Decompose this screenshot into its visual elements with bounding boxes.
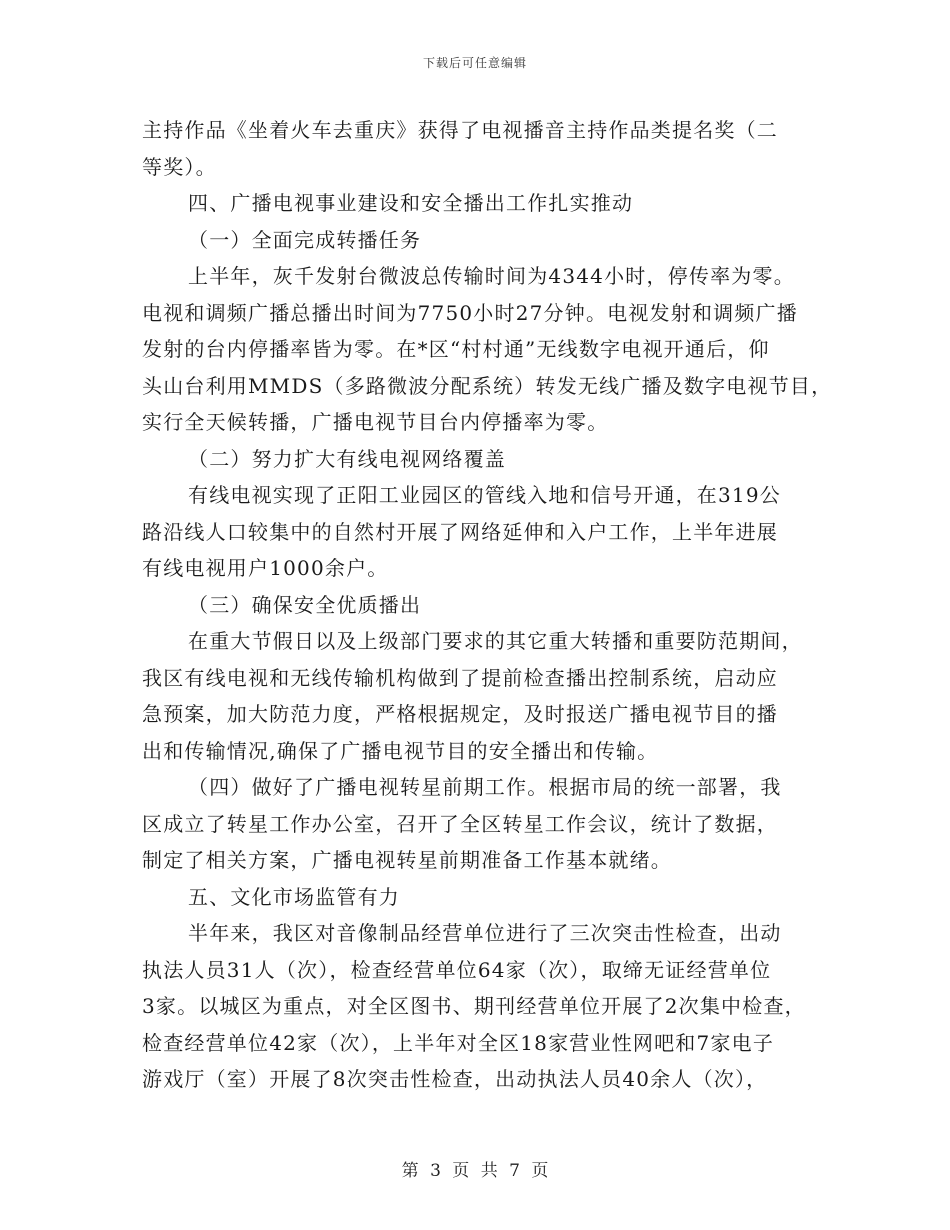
text-line: 制定了相关方案，广播电视转星前期准备工作基本就绪。 bbox=[142, 848, 672, 872]
text-line: （一）全面完成转播任务 bbox=[188, 227, 422, 252]
text-line: 五、文化市场监管有力 bbox=[188, 884, 400, 909]
text-line: 半年来，我区对音像制品经营单位进行了三次突击性检查，出动 bbox=[188, 921, 782, 945]
text-line: 发射的台内停播率皆为零。在*区“村村通”无线数字电视开通后，仰 bbox=[142, 337, 770, 361]
text-line: 四、广播电视事业建设和安全播出工作扎实推动 bbox=[188, 191, 634, 215]
text-line: （二）努力扩大有线电视网络覆盖 bbox=[188, 446, 506, 471]
text-line: 路沿线人口较集中的自然村开展了网络延伸和入户工作，上半年进展 bbox=[142, 519, 778, 544]
document-body bbox=[142, 112, 832, 1098]
text-line: 急预案，加大防范力度，严格根据规定，及时报送广播电视节目的播 bbox=[142, 702, 778, 726]
text-line: 等奖）。 bbox=[142, 154, 217, 179]
text-line: 有线电视实现了正阳工业园区的管线入地和信号开通，在319公 bbox=[188, 483, 781, 507]
text-line: 出和传输情况,确保了广播电视节目的安全播出和传输。 bbox=[142, 738, 659, 763]
text-line: 主持作品《坐着火车去重庆》获得了电视播音主持作品类提名奖（二 bbox=[142, 118, 778, 142]
page-header-note: 下载后可任意编辑 bbox=[422, 56, 527, 70]
text-line: 上半年，灰千发射台微波总传输时间为4344小时，停传率为零。 bbox=[188, 264, 795, 288]
text-line: （四）做好了广播电视转星前期工作。根据市局的统一部署，我 bbox=[188, 775, 782, 799]
text-line: 执法人员31人（次），检查经营单位64家（次），取缔无证经营单位 bbox=[142, 957, 772, 982]
text-line: 在重大节假日以及上级部门要求的其它重大转播和重要防范期间， bbox=[188, 629, 803, 653]
text-line: 有线电视用户1000余户。 bbox=[142, 556, 389, 580]
text-line: 头山台利用MMDS（多路微波分配系统）转发无线广播及数字电视节目， bbox=[142, 373, 833, 398]
text-line: 区成立了转星工作办公室，召开了全区转星工作会议，统计了数据， bbox=[142, 811, 778, 836]
page-footer: 第 3 页 共 7 页 bbox=[401, 1161, 549, 1181]
text-line: 我区有线电视和无线传输机构做到了提前检查播出控制系统，启动应 bbox=[142, 665, 778, 690]
text-line: 检查经营单位42家（次），上半年对全区18家营业性网吧和7家电子 bbox=[142, 1030, 775, 1055]
text-line: 实行全天候转播，广播电视节目台内停播率为零。 bbox=[142, 410, 609, 434]
text-line: 游戏厅（室）开展了8次突击性检查，出动执法人员40余人（次）， bbox=[142, 1067, 768, 1091]
text-line: 电视和调频广播总播出时间为7750小时27分钟。电视发射和调频广播 bbox=[142, 300, 798, 325]
text-line: 3家。以城区为重点，对全区图书、期刊经营单位开展了2次集中检查， bbox=[142, 994, 806, 1018]
text-line: （三）确保安全优质播出 bbox=[188, 592, 422, 617]
